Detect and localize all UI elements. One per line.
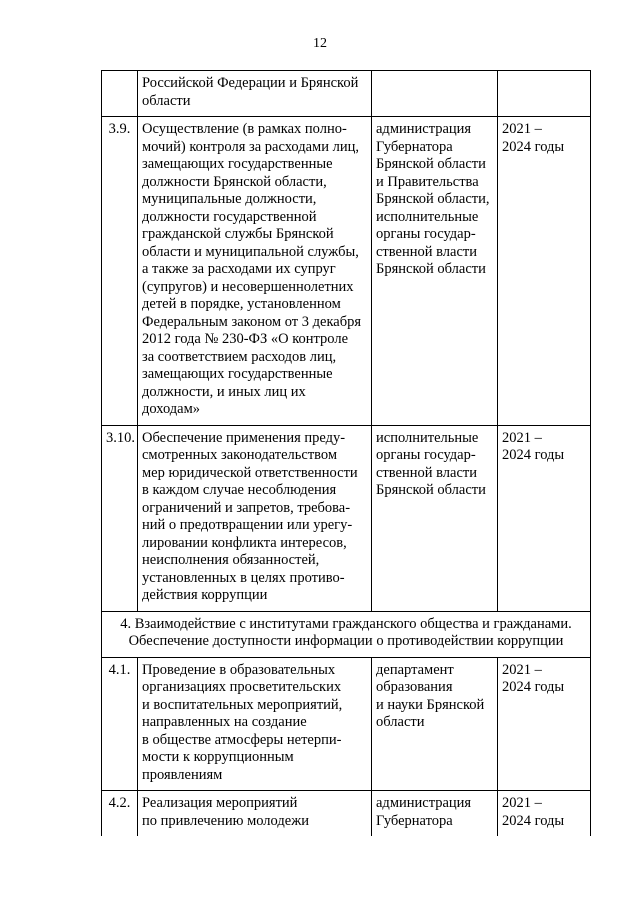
anticorruption-plan-table: [101, 70, 591, 836]
activity-line: доходам»: [142, 401, 201, 417]
executor-cell: [372, 425, 498, 611]
executor-line: области: [376, 714, 425, 730]
activity-line: лировании конфликта интересов,: [142, 534, 347, 551]
term-cell: [498, 425, 591, 611]
section-heading-row: [102, 611, 591, 657]
term-cell: [498, 791, 591, 837]
activity-line: по привлечению молодежи: [142, 812, 309, 829]
activity-line: ограничений и запретов, требова-: [142, 499, 351, 516]
activity-line: детей в порядке, установленном: [142, 296, 341, 312]
executor-line: Брянской области: [376, 156, 486, 172]
activity-cell: [138, 71, 372, 117]
activity-line: мочий) контроля за расходами лиц,: [142, 138, 359, 155]
table-row: [102, 657, 591, 791]
activity-line: мер юридической ответственности: [142, 464, 358, 481]
executor-cell: [372, 71, 498, 117]
num-cell: 3.10.: [102, 425, 138, 611]
activity-line: в каждом случае несоблюдения: [142, 482, 337, 498]
executor-line: образования: [376, 679, 453, 695]
term-cell: [498, 117, 591, 426]
term-line: 2024 годы: [502, 812, 565, 829]
activity-line: неисполнения обязанностей,: [142, 552, 320, 568]
executor-line: Брянской области: [376, 482, 486, 498]
activity-line: а также за расходами их супруг: [142, 261, 336, 277]
num-cell: 4.2.: [102, 791, 138, 837]
activity-line: должности государственной: [142, 208, 317, 225]
term-line: 2021 –: [502, 795, 542, 811]
executor-line: Губернатора: [376, 812, 453, 829]
activity-line: замещающих государственные: [142, 366, 333, 382]
section-heading: [102, 611, 591, 657]
executor-cell: [372, 117, 498, 426]
term-line: 2021 –: [502, 429, 542, 446]
activity-line: области: [142, 92, 191, 109]
executor-line: исполнительные: [376, 429, 479, 446]
executor-line: департамент: [376, 661, 454, 678]
activity-cell: [138, 117, 372, 426]
executor-line: администрация: [376, 121, 472, 137]
activity-line: должности, и иных лиц их: [142, 383, 306, 400]
activity-line: (супругов) и несовершеннолетних: [142, 278, 354, 295]
activity-line: гражданской службы Брянской: [142, 226, 334, 242]
executor-line: ственной власти: [376, 243, 477, 260]
activity-line: муниципальные должности,: [142, 191, 317, 207]
term-line: 2024 годы: [502, 138, 565, 155]
table-row-continuation: [102, 71, 591, 117]
activity-line: замещающих государственные: [142, 156, 333, 172]
term-line: 2024 годы: [502, 447, 565, 463]
activity-line: в обществе атмосферы нетерпи-: [142, 731, 342, 748]
activity-line: проявлениям: [142, 766, 223, 783]
table-row: [102, 791, 591, 837]
activity-line: области и муниципальной службы,: [142, 243, 359, 260]
activity-line: Федеральным законом от 3 декабря: [142, 313, 362, 330]
term-cell: [498, 657, 591, 791]
num-cell: 4.1.: [102, 657, 138, 791]
activity-line: ний о предотвращении или урегу-: [142, 517, 353, 533]
executor-cell: [372, 657, 498, 791]
executor-line: и Правительства: [376, 173, 479, 190]
activity-line: Обеспечение применения преду-: [142, 429, 346, 446]
executor-line: органы государ-: [376, 226, 476, 242]
activity-cell: [138, 657, 372, 791]
activity-line: Российской Федерации и Брянской: [142, 75, 359, 91]
executor-line: органы государ-: [376, 447, 476, 463]
activity-line: Проведение в образовательных: [142, 661, 336, 678]
term-cell: [498, 71, 591, 117]
page-number: 12: [313, 36, 327, 51]
executor-line: Губернатора: [376, 138, 453, 155]
activity-line: 2012 года № 230-ФЗ «О контроле: [142, 331, 349, 347]
section-heading-line: 4. Взаимодействие с институтами гражданского общества и гражданами.: [120, 615, 572, 632]
activity-line: Реализация мероприятий: [142, 795, 298, 811]
executor-line: администрация: [376, 795, 472, 811]
term-line: 2024 годы: [502, 679, 565, 695]
executor-cell: [372, 791, 498, 837]
table-row: [102, 425, 591, 611]
executor-line: и науки Брянской: [376, 696, 485, 713]
activity-line: действия коррупции: [142, 587, 268, 603]
activity-line: смотренных законодательством: [142, 447, 338, 463]
activity-line: Осуществление (в рамках полно-: [142, 121, 347, 137]
executor-line: Брянской области,: [376, 191, 490, 207]
activity-line: мости к коррупционным: [142, 749, 294, 765]
executor-line: исполнительные: [376, 208, 479, 225]
term-line: 2021 –: [502, 121, 542, 137]
activity-line: установленных в целях противо-: [142, 569, 345, 586]
table-row: [102, 117, 591, 426]
executor-line: Брянской области: [376, 261, 486, 277]
activity-line: и воспитательных мероприятий,: [142, 696, 343, 713]
num-cell: [102, 71, 138, 117]
term-line: 2021 –: [502, 661, 542, 678]
activity-line: организациях просветительских: [142, 679, 342, 695]
section-heading-line: Обеспечение доступности информации о противодействии коррупции: [128, 633, 564, 649]
activity-line: за соответствием расходов лиц,: [142, 348, 337, 365]
num-cell: 3.9.: [102, 117, 138, 426]
activity-cell: [138, 425, 372, 611]
activity-cell: [138, 791, 372, 837]
activity-line: должности Брянской области,: [142, 173, 327, 190]
executor-line: ственной власти: [376, 464, 477, 481]
activity-line: направленных на создание: [142, 714, 307, 730]
